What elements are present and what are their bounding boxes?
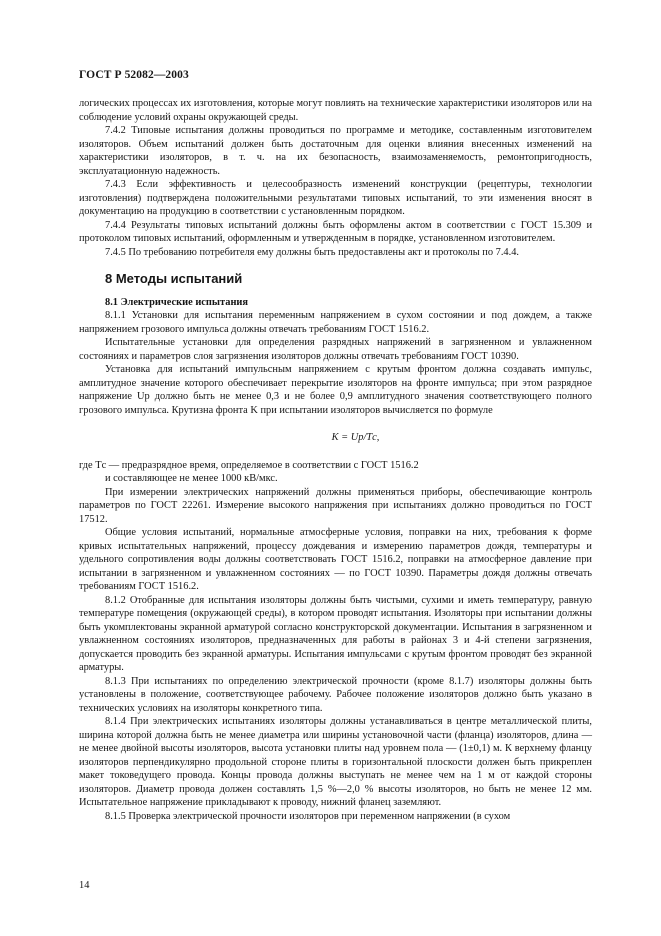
paragraph: логических процессах их изготовления, которые могут повлиять на технические характеристики изоляторов или на соблюдение условий охраны окружающей среды.: [79, 98, 592, 123]
paragraph: Общие условия испытаний, нормальные атмосферные условия, поправки на них, требования к форме кривых испытательных напряжений, процессу дождевания и измерению параметров дождя, температуры и удельного сопротивления воды должны соответствовать ГОСТ 1516.2, поправки на атмосферное давление при испытании в загрязненном и увлажненном состояниях — по ГОСТ 10390. Параметры дождя должны отвечать требованиям ГОСТ 1516.2.: [79, 527, 592, 592]
paragraph: 7.4.4 Результаты типовых испытаний должны быть оформлены актом в соответствии с ГОСТ 15.309 и протоколом типовых испытаний, оформленным и утвержденным в порядке, установленном изготовителем.: [79, 219, 592, 244]
paragraph: 8.1.1 Установки для испытания переменным напряжением в сухом состоянии и под дождем, а также напряжением грозового импульса должны отвечать требованиям ГОСТ 1516.2.: [79, 310, 592, 335]
where-clause: где Tс — предразрядное время, определяемое в соответствии с ГОСТ 1516.2: [79, 459, 419, 471]
paragraph: 8.1.2 Отобранные для испытания изоляторы должны быть чистыми, сухими и иметь температуру, равную температуре помещения (окружающей среды), в котором проводят испытания. Изоляторы при испытании должны быть укомплектованы экранной арматурой согласно конструкторской документации. Испытания в загрязненном и увлажненном состояниях изоляторов, предназначенных для работы в районах 3 и 4-й степени загрязнения, допускается проводить без экранной арматуры. Испытания импульсами с крутым фронтом проводят без экранной арматуры.: [79, 594, 592, 673]
paragraph: 7.4.5 По требованию потребителя ему должны быть предоставлены акт и протоколы по 7.4.4.: [105, 246, 520, 258]
paragraph: 7.4.2 Типовые испытания должны проводиться по программе и методике, составленным изготовителем изоляторов. Объем испытаний должен быть достаточным для оценки влияния внесенных изменений на характеристики изоляторов, в т. ч. на их безопасность, взаимозаменяемость, ремонтопригодность, эксплуатационную надежность.: [79, 125, 592, 177]
where-clause-continuation: и составляющее не менее 1000 кВ/мкс.: [105, 473, 278, 484]
paragraph: Установка для испытаний импульсным напряжением с крутым фронтом должна создавать импульс, амплитудное значение которого обеспечивает перекрытие изоляторов на фронте импульса; при этом разрядное напряжение Uр должно быть не менее 0,3 и не более 0,9 амплитудного значения соответствующего полного грозового импульса. Крутизна фронта K при испытании изоляторов вычисляется по формуле: [79, 364, 592, 416]
paragraph: 8.1.5 Проверка электрической прочности изоляторов при переменном напряжении (в сухом: [105, 810, 511, 822]
paragraph: При измерении электрических напряжений должны применяться приборы, обеспечивающие контроль параметров по ГОСТ 22261. Измерение высокого напряжения при испытаниях должно проводиться по ГОСТ 17512.: [79, 486, 592, 525]
formula: K = Uр/Tс,: [331, 432, 380, 443]
page-number: 14: [79, 880, 90, 891]
paragraph: Испытательные установки для определения разрядных напряжений в загрязненном и увлажненном состояниях и параметров слоя загрязнения изоляторов должны отвечать требованиям ГОСТ 10390.: [79, 337, 592, 362]
paragraph: 8.1.3 При испытаниях по определению электрической прочности (кроме 8.1.7) изоляторы должны быть установлены в положение, соответствующее рабочему. Рабочее положение изоляторов должно быть указано в технических условиях на изоляторы конкретного типа.: [79, 675, 592, 714]
page-body: [79, 97, 592, 823]
document-header: ГОСТ Р 52082—2003: [79, 69, 189, 81]
paragraph: 8.1.4 При электрических испытаниях изоляторы должны устанавливаться в центре металлической плиты, ширина которой должна быть не менее диаметра или ширины установочной части (фланца) изоляторов, длина — не менее двойной высоты изоляторов, высота установки плиты над уровнем пола — (1±0,1) м. К верхнему фланцу изоляторов перпендикулярно продольной стороне плиты в горизонтальной плоскости должен быть прикреплен макет токоведущего провода. Концы провода должны выступать не менее чем на 1 м от каждой стороны изоляторов. Диаметр провода должен составлять 1,5 %—2,0 % высоты изоляторов, но быть не менее 12 мм. Испытательное напряжение прикладывают к проводу, нижний фланец заземляют.: [79, 716, 592, 808]
section-title: 8 Методы испытаний: [105, 271, 243, 286]
paragraph: 7.4.3 Если эффективность и целесообразность изменений конструкции (рецептуры, технологии изготовления) подтверждена положительными результатами типовых испытаний, то эти изменения вносят в документацию на продукцию в соответствии с установленным порядком.: [79, 179, 592, 217]
subsection-title: 8.1 Электрические испытания: [105, 296, 249, 308]
